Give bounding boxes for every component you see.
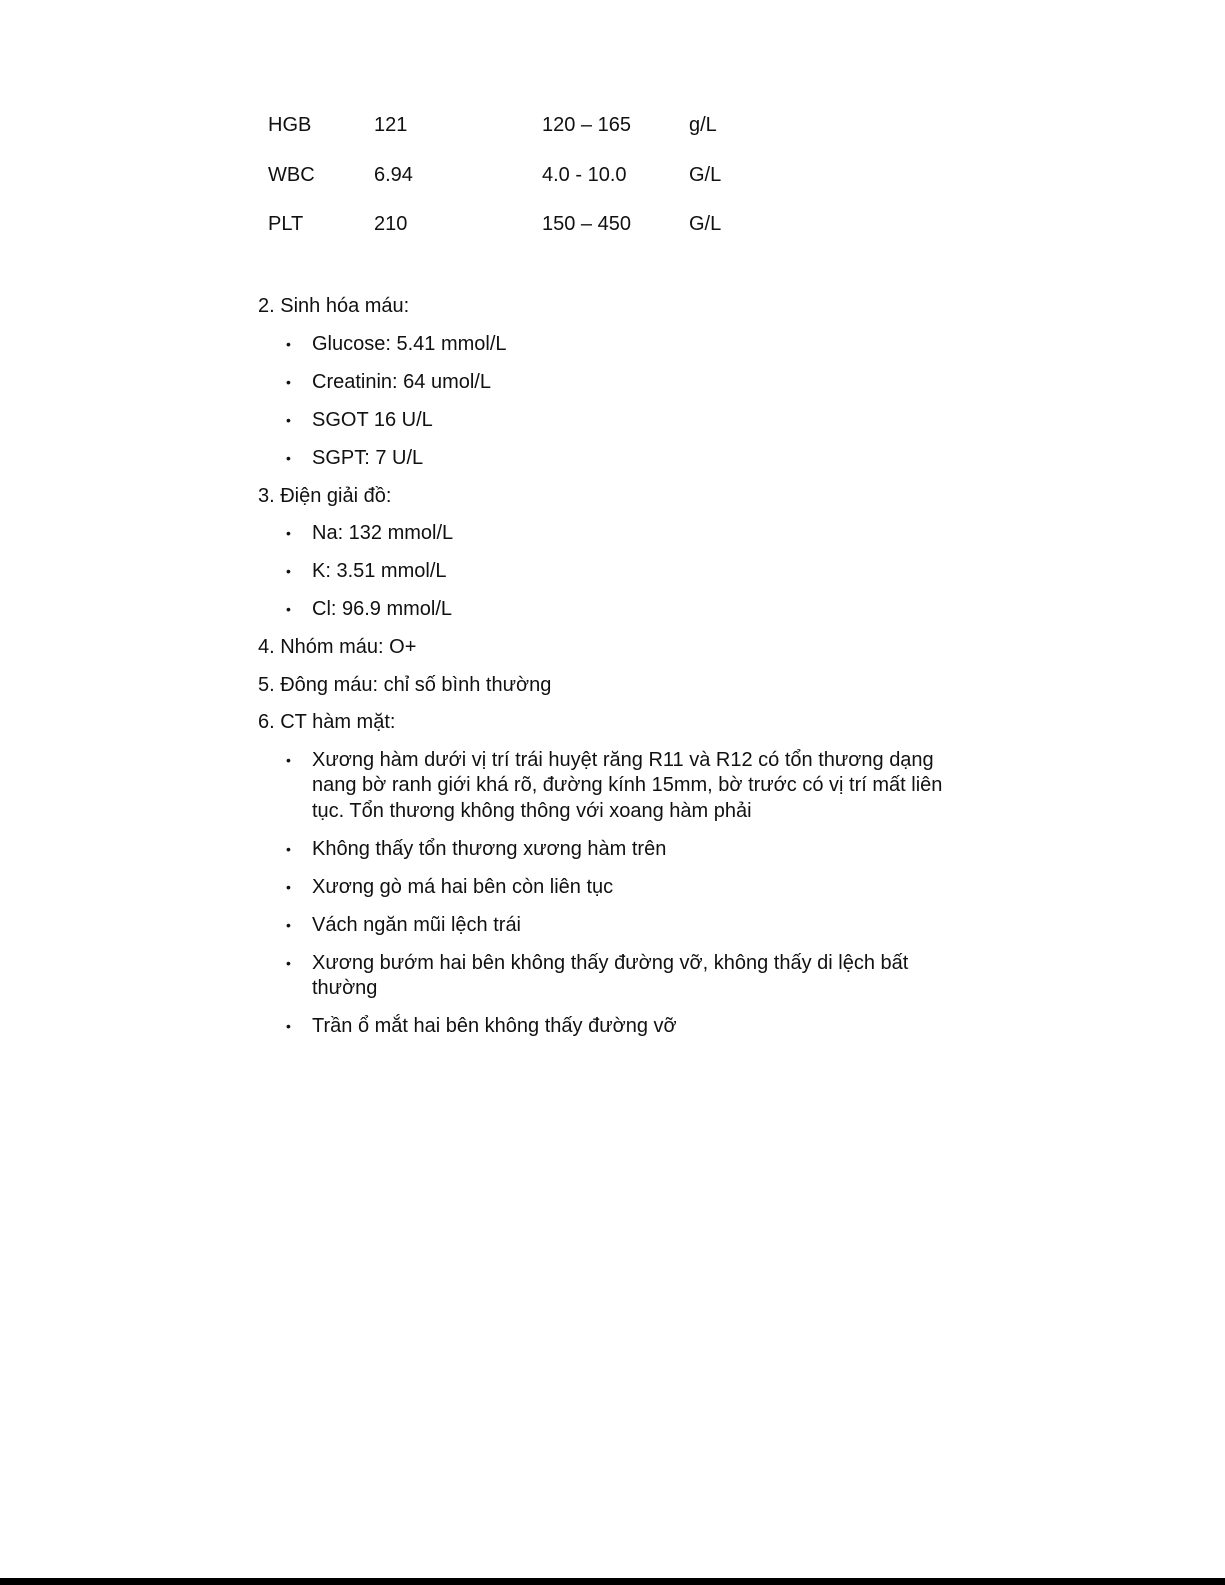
section-coagulation [258,673,958,698]
reference-range: 120 – 165 [542,114,631,136]
bullet-marker: • [286,411,291,428]
list-item-text: Creatinin: 64 umol/L [312,370,491,393]
test-unit: G/L [689,163,722,186]
list-item-text: SGPT: 7 U/L [312,446,424,469]
section-blood-chemistry [258,294,958,471]
section-heading: 2. Sinh hóa máu: [258,295,410,317]
bullet-marker: • [286,751,291,768]
bullet-marker: • [286,878,291,895]
list-item-text: K: 3.51 mmol/L [312,560,447,582]
section-heading: 6. CT hàm mặt: [258,711,396,733]
test-value: 6.94 [374,163,413,186]
list-item-text: Xương gò má hai bên còn liên tục [312,875,614,898]
list-item [258,1014,958,1040]
bullet-list [258,748,958,1040]
page-bottom-border [0,1578,1225,1585]
list-item [258,951,958,1002]
section-electrolytes [258,484,958,623]
bullet-marker: • [286,916,291,933]
list-item [258,875,958,901]
section-heading: 3. Điện giải đồ: [258,484,392,507]
bullet-marker: • [286,840,291,857]
bullet-marker: • [286,373,291,390]
list-item-text: Glucose: 5.41 mmol/L [312,332,507,355]
results-sections [258,294,958,1052]
list-item-text: Cl: 96.9 mmol/L [312,598,453,620]
list-item [258,446,958,472]
list-item [258,370,958,396]
section-heading: 5. Đông máu: chỉ số bình thường [258,673,552,696]
list-item-text: Trần ổ mắt hai bên không thấy đường vỡ [312,1015,677,1037]
reference-range: 150 – 450 [542,213,631,235]
list-item-text: Na: 132 mmol/L [312,522,454,544]
bullet-marker: • [286,525,291,541]
table-row [268,212,749,262]
test-unit: G/L [689,213,722,235]
list-item [258,748,958,825]
list-item-text: Không thấy tổn thương xương hàm trên [312,837,667,860]
test-unit: g/L [689,114,717,136]
blood-count-table [268,113,749,262]
bullet-list [258,521,958,623]
bullet-marker: • [286,449,291,466]
list-item [258,408,958,434]
list-item [258,837,958,863]
section-blood-group [258,635,958,660]
list-item [258,913,958,939]
table-row [268,113,749,163]
table-row [268,163,749,213]
test-name: PLT [268,213,304,235]
list-item-text: Vách ngăn mũi lệch trái [312,913,522,936]
list-item-text: Xương bướm hai bên không thấy đường vỡ, không thấy di lệch bất thường [312,951,909,999]
test-value: 121 [374,114,408,136]
bullet-marker: • [286,954,291,971]
list-item-text: SGOT 16 U/L [312,408,433,431]
list-item [258,597,958,623]
test-name: HGB [268,114,312,136]
bullet-marker: • [286,601,291,617]
section-heading: 4. Nhóm máu: O+ [258,636,417,658]
bullet-marker: • [286,1018,291,1034]
bullet-list [258,332,958,472]
list-item [258,559,958,585]
section-ct-maxillofacial [258,710,958,1040]
test-name: WBC [268,163,315,186]
list-item [258,521,958,547]
list-item [258,332,958,358]
bullet-marker: • [286,563,291,579]
reference-range: 4.0 - 10.0 [542,163,627,186]
test-value: 210 [374,213,408,235]
list-item-text: Xương hàm dưới vị trí trái huyệt răng R11 và R12 có tổn thương dạng nang bờ ranh giới khá rõ, đường kính 15mm, bờ trước có vị trí mất liên tục. Tổn thương không thông với xoang hàm phải [312,748,943,822]
bullet-marker: • [286,335,291,352]
